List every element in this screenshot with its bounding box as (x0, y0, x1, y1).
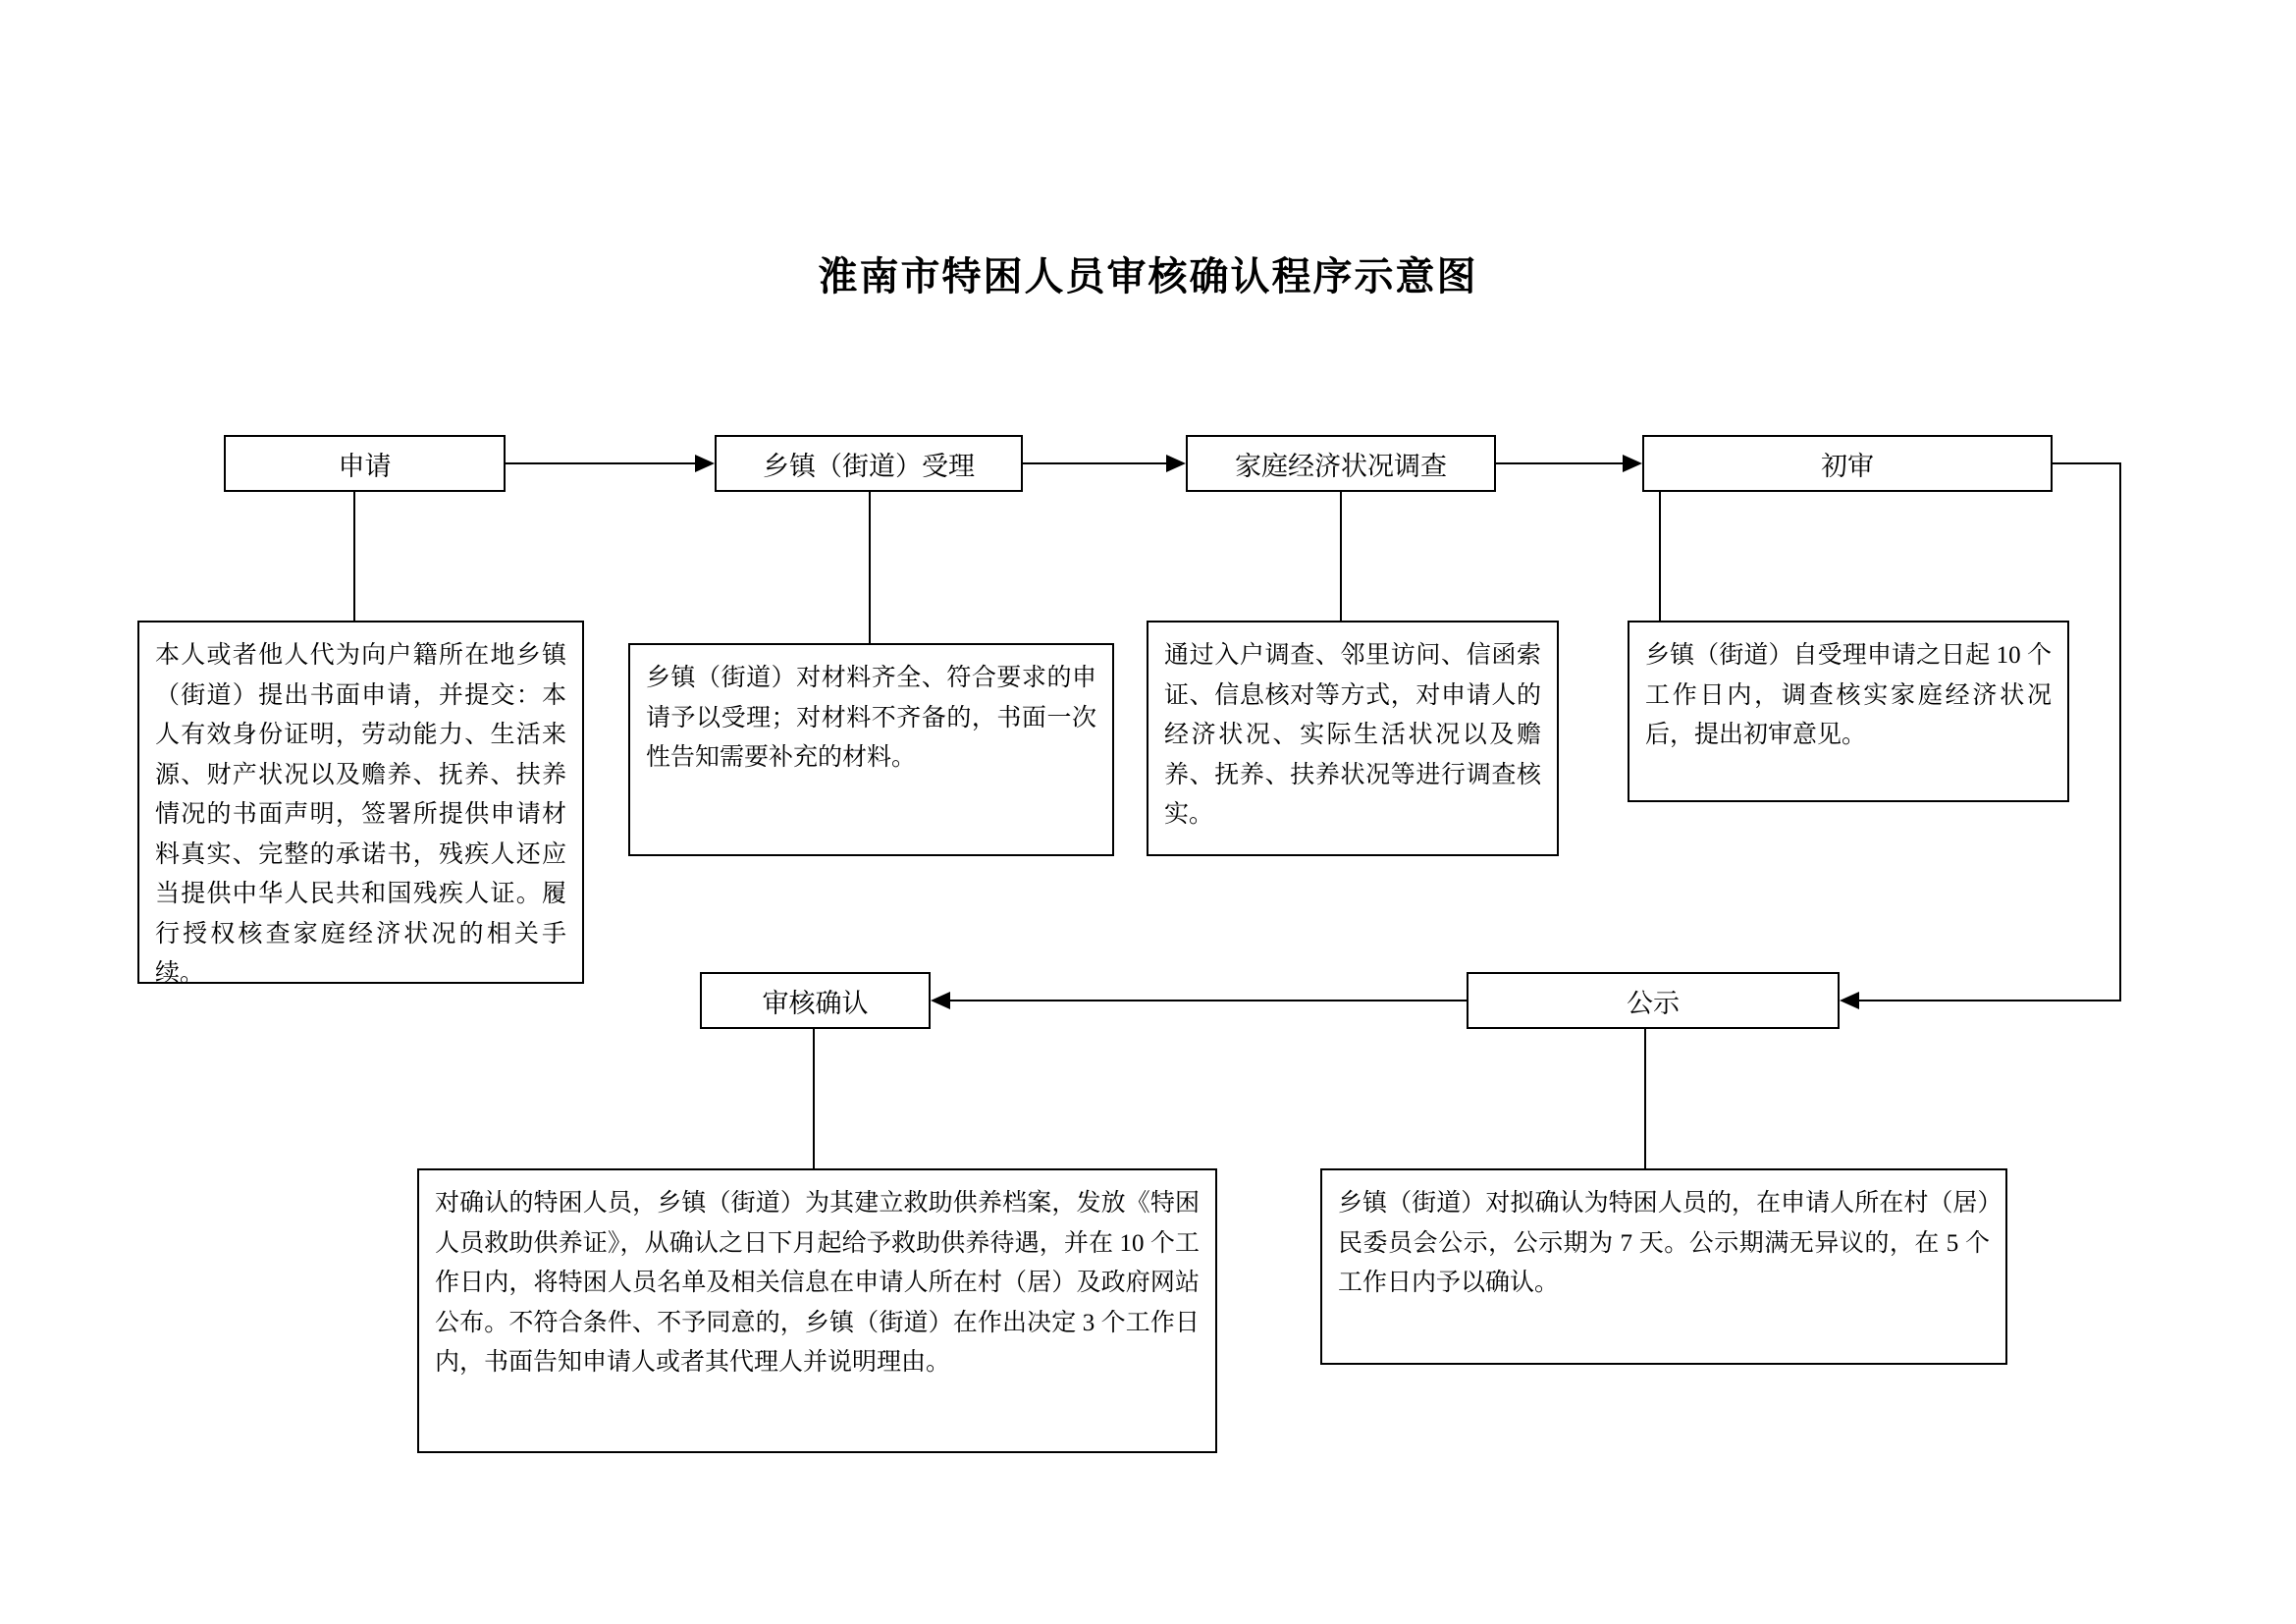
connector-review-desc (1659, 492, 1661, 621)
node-apply-label: 申请 (338, 451, 392, 481)
connector-accept-desc (869, 492, 871, 643)
desc-first-review: 乡镇（街道）自受理申请之日起 10 个工作日内，调查核实家庭经济状况后，提出初审意见。 (1628, 621, 2069, 802)
page-title: 淮南市特困人员审核确认程序示意图 (818, 254, 1478, 298)
arrowhead-review-in (1623, 455, 1642, 472)
desc-survey: 通过入户调查、邻里访问、信函索证、信息核对等方式，对申请人的经济状况、实际生活状况以及赡养、抚养、扶养状况等进行调查核实。 (1147, 621, 1559, 856)
node-accept-label: 乡镇（街道）受理 (763, 451, 975, 481)
connector-survey-review (1496, 462, 1623, 464)
node-accept (715, 435, 1023, 492)
desc-accept: 乡镇（街道）对材料齐全、符合要求的申请予以受理；对材料不齐备的，书面一次性告知需要补充的材料。 (628, 643, 1114, 856)
desc-confirm: 对确认的特困人员，乡镇（街道）为其建立救助供养档案，发放《特困人员救助供养证》，从确认之日下月起给予救助供养待遇，并在 10 个工作日内，将特困人员名单及相关信息在申请人所在村（居）及政府网站公布。不符合条件、不予同意的，乡镇（街道）在作出决定 3 个工作日内，书面告知申请人或者其代理人并说明理由。 (417, 1168, 1217, 1453)
node-apply (224, 435, 506, 492)
node-confirm (700, 972, 931, 1029)
node-survey (1186, 435, 1496, 492)
node-publicity (1467, 972, 1840, 1029)
desc-apply: 本人或者他人代为向户籍所在地乡镇（街道）提出书面申请，并提交：本人有效身份证明，劳动能力、生活来源、财产状况以及赡养、抚养、扶养情况的书面声明，签署所提供申请材料真实、完整的承诺书，残疾人还应当提供中华人民共和国残疾人证。履行授权核查家庭经济状况的相关手续。 (137, 621, 584, 984)
connector-review-down (2119, 462, 2121, 1001)
connector-apply-accept (506, 462, 695, 464)
arrowhead-confirm-in (931, 992, 950, 1009)
connector-publicity-confirm (950, 1000, 1468, 1001)
connector-accept-survey (1023, 462, 1166, 464)
connector-confirm-desc (813, 1029, 815, 1168)
node-survey-label: 家庭经济状况调查 (1235, 451, 1447, 481)
connector-review-to-publicity (1859, 1000, 2121, 1001)
arrowhead-publicity-in (1840, 992, 1859, 1009)
node-publicity-label: 公示 (1627, 988, 1680, 1018)
node-confirm-label: 审核确认 (762, 988, 869, 1018)
desc-publicity: 乡镇（街道）对拟确认为特困人员的，在申请人所在村（居）民委员会公示，公示期为 7 天。公示期满无异议的，在 5 个工作日内予以确认。 (1320, 1168, 2007, 1365)
node-first-review (1642, 435, 2053, 492)
connector-publicity-desc (1644, 1029, 1646, 1168)
arrowhead-survey-in (1166, 455, 1186, 472)
arrowhead-accept-in (695, 455, 715, 472)
connector-apply-desc (353, 492, 355, 621)
connector-survey-desc (1340, 492, 1342, 621)
node-first-review-label: 初审 (1821, 451, 1874, 481)
connector-review-right (2053, 462, 2121, 464)
